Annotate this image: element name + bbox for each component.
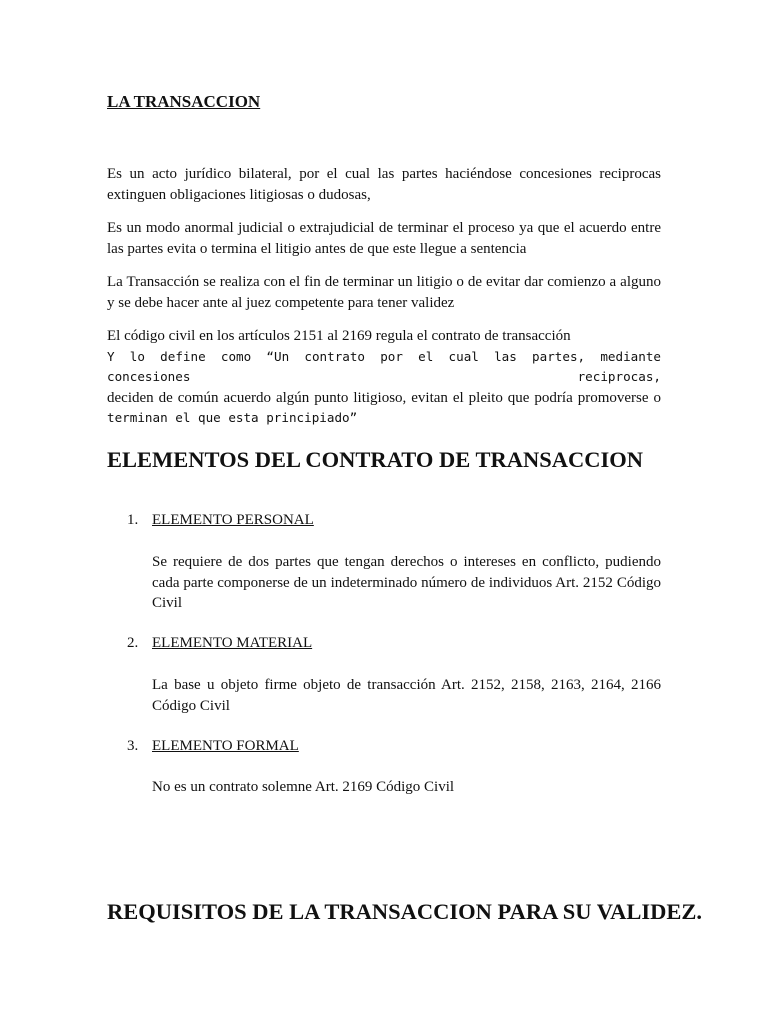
paragraph-fin: La Transacción se realiza con el fin de terminar un litigio o de evitar dar comienzo a alguno y se debe hacer ante al juez competente para tener validez — [107, 274, 661, 311]
codigo-quote-line-2: deciden de común acuerdo algún punto litigioso, evitan el pleito que podría promoverse o — [107, 389, 661, 406]
elemento-material-text: La base u objeto firme objeto de transacción Art. 2152, 2158, 2163, 2164, 2166 Código Civil — [152, 677, 661, 714]
list-number: 1. — [127, 512, 139, 528]
elemento-label: ELEMENTO FORMAL — [152, 738, 299, 754]
document-title: LA TRANSACCION — [107, 92, 261, 111]
codigo-quote-line-1: Y lo define como “Un contrato por el cual las partes, mediante concesiones reciprocas, — [107, 348, 661, 384]
list-number: 2. — [127, 635, 139, 651]
paragraph-definition: Es un acto jurídico bilateral, por el cual las partes haciéndose concesiones reciprocas extinguen obligaciones litigiosas o dudosas, — [107, 166, 661, 203]
elementos-heading: ELEMENTOS DEL CONTRATO DE TRANSACCION — [107, 447, 643, 472]
elemento-personal-text: Se requiere de dos partes que tengan derechos o intereses en conflicto, pudiendo cada parte componerse de un indeterminado número de individuos Art. 2152 Código Civil — [152, 554, 661, 611]
elemento-material-title — [127, 633, 312, 654]
elemento-formal-title — [127, 736, 299, 757]
codigo-intro-line: El código civil en los artículos 2151 al 2169 regula el contrato de transacción — [107, 328, 571, 344]
paragraph-modo-anormal: Es un modo anormal judicial o extrajudicial de terminar el proceso ya que el acuerdo entre las partes evita o termina el litigio antes de que este llegue a sentencia — [107, 220, 661, 257]
elemento-label: ELEMENTO PERSONAL — [152, 512, 314, 528]
elemento-formal-text: No es un contrato solemne Art. 2169 Código Civil — [152, 779, 455, 795]
codigo-quote-line-3: terminan el que esta principiado” — [107, 410, 358, 425]
elemento-personal-title — [127, 510, 314, 531]
elemento-label: ELEMENTO MATERIAL — [152, 635, 313, 651]
paragraph-codigo-civil — [107, 326, 661, 429]
list-number: 3. — [127, 738, 139, 754]
requisitos-heading: REQUISITOS DE LA TRANSACCION PARA SU VALIDEZ. — [107, 899, 702, 924]
